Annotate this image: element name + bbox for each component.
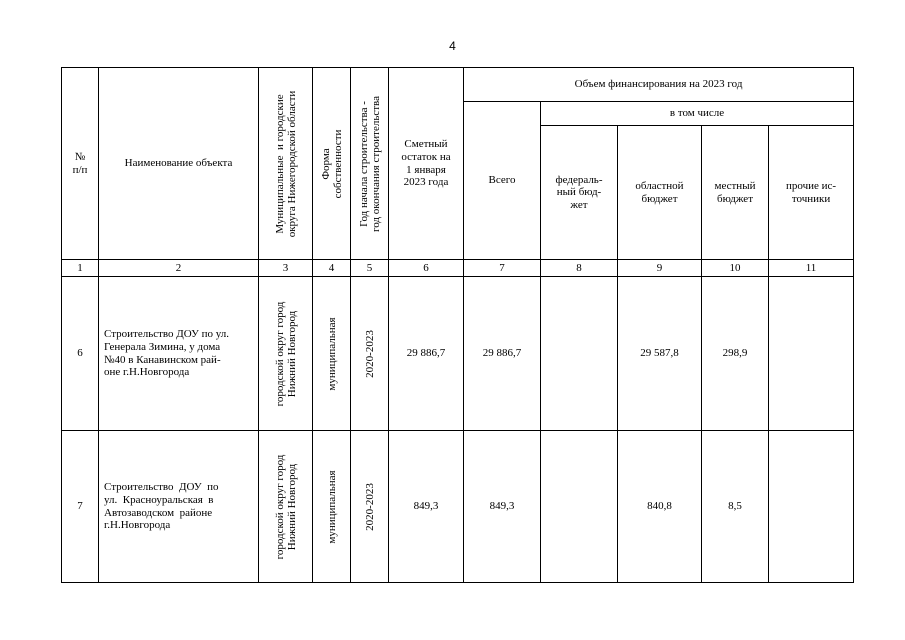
- header-ownership: Форма собственности: [319, 129, 344, 198]
- years-cell: [351, 277, 389, 431]
- other: [769, 277, 854, 431]
- column-number: 9: [618, 260, 702, 277]
- object-name: Строительство ДОУ по ул. Генерала Зимина, у дома №40 в Канавинском рай- оне г.Н.Новгорода: [99, 277, 259, 431]
- header-ownership-cell: [313, 68, 351, 260]
- header-object-name: Наименование объекта: [99, 68, 259, 260]
- ownership-cell: [313, 277, 351, 431]
- years: 2020-2023: [363, 329, 376, 378]
- federal: [541, 277, 618, 431]
- header-balance: Сметный остаток на 1 января 2023 года: [389, 68, 464, 260]
- column-number: 1: [62, 260, 99, 277]
- local: 8,5: [702, 431, 769, 583]
- header-total: Всего: [464, 102, 541, 260]
- total: 849,3: [464, 431, 541, 583]
- row-number: 6: [62, 277, 99, 431]
- header-district-cell: [259, 68, 313, 260]
- ownership: муниципальная: [325, 469, 338, 544]
- column-number: 7: [464, 260, 541, 277]
- column-number: 10: [702, 260, 769, 277]
- header-federal: федераль- ный бюд- жет: [541, 126, 618, 260]
- regional: 840,8: [618, 431, 702, 583]
- district: городской округ город Нижний Новгород: [273, 301, 298, 406]
- column-number: 2: [99, 260, 259, 277]
- ownership-cell: [313, 431, 351, 583]
- header-years-cell: [351, 68, 389, 260]
- years: 2020-2023: [363, 482, 376, 531]
- column-number: 8: [541, 260, 618, 277]
- header-regional: областной бюджет: [618, 126, 702, 260]
- header-including-group: в том числе: [541, 102, 854, 126]
- row-number: 7: [62, 431, 99, 583]
- federal: [541, 431, 618, 583]
- local: 298,9: [702, 277, 769, 431]
- district: городской округ город Нижний Новгород: [273, 454, 298, 559]
- column-number-row: [62, 260, 854, 277]
- table-row: [62, 431, 854, 583]
- header-district: Муниципальные и городские округа Нижегородской области: [273, 90, 298, 237]
- years-cell: [351, 431, 389, 583]
- column-number: 3: [259, 260, 313, 277]
- financing-table: [61, 67, 854, 583]
- district-cell: [259, 277, 313, 431]
- total: 29 886,7: [464, 277, 541, 431]
- column-number: 5: [351, 260, 389, 277]
- column-number: 11: [769, 260, 854, 277]
- other: [769, 431, 854, 583]
- object-name: Строительство ДОУ по ул. Красноуральская в Автозаводском районе г.Н.Новгорода: [99, 431, 259, 583]
- header-funding-group: Объем финансирования на 2023 год: [464, 68, 854, 102]
- district-cell: [259, 431, 313, 583]
- balance: 29 886,7: [389, 277, 464, 431]
- header-row-number: № п/п: [62, 68, 99, 260]
- ownership: муниципальная: [325, 316, 338, 391]
- regional: 29 587,8: [618, 277, 702, 431]
- header-other: прочие ис- точники: [769, 126, 854, 260]
- balance: 849,3: [389, 431, 464, 583]
- header-local: местный бюджет: [702, 126, 769, 260]
- column-number: 4: [313, 260, 351, 277]
- table-row: [62, 277, 854, 431]
- column-number: 6: [389, 260, 464, 277]
- page-number: 4: [449, 39, 456, 53]
- header-years: Год начала строительства - год окончания строительства: [357, 95, 382, 232]
